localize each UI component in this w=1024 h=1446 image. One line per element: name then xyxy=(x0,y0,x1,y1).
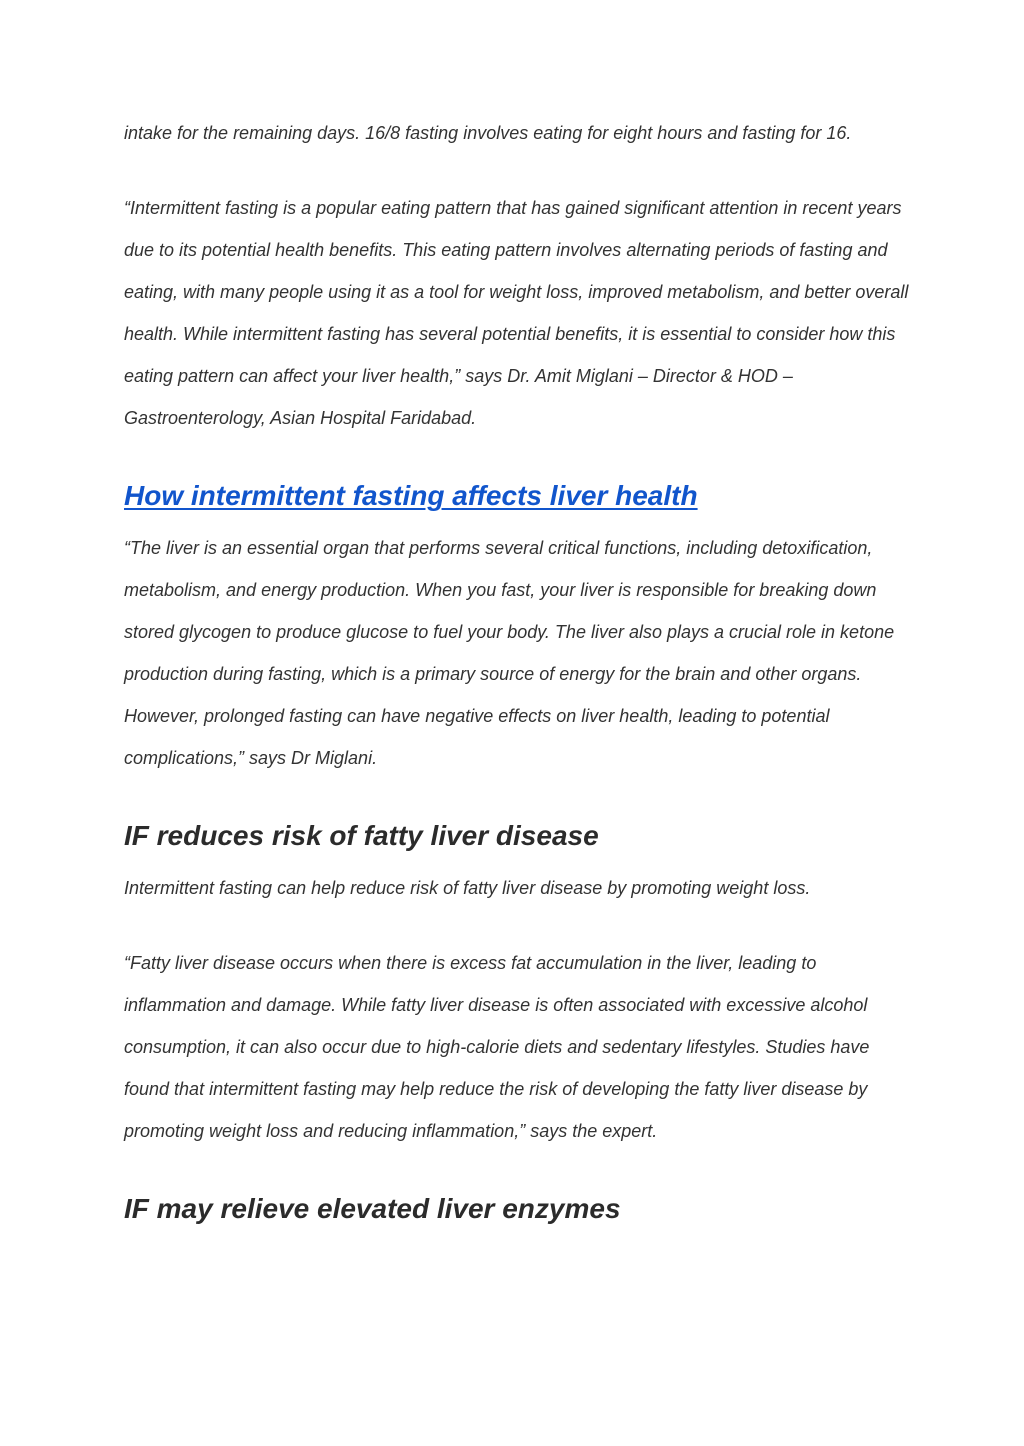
paragraph-liver-functions-quote: “The liver is an essential organ that performs several critical functions, including detoxification, metabolism, and energy production. When you fast, your liver is responsible for breaking down stored glycogen to produce glucose to fuel your body. The liver also plays a crucial role in ketone production during fasting, which is a primary source of energy for the brain and other organs. However, prolonged fasting can have negative effects on liver health, leading to potential complications,” says Dr Miglani. xyxy=(124,538,895,768)
paragraph-fasting-intake: intake for the remaining days. 16/8 fasting involves eating for eight hours and fasting for 16. xyxy=(124,123,852,143)
paragraph-intermittent-fasting-quote: “Intermittent fasting is a popular eating pattern that has gained significant attention in recent years due to its potential health benefits. This eating pattern involves alternating periods of fasting and eating, with many people using it as a tool for weight loss, improved metabolism, and better overall health. While intermittent fasting has several potential benefits, it is essential to consider how this eating pattern can affect your liver health,” says Dr. Amit Miglani – Director & HOD – Gastroenterology, Asian Hospital Faridabad. xyxy=(124,198,909,428)
heading-link-liver-health[interactable]: How intermittent fasting affects liver health xyxy=(124,480,698,511)
section-heading-liver-health xyxy=(124,476,914,516)
paragraph-fatty-liver-quote: “Fatty liver disease occurs when there is excess fat accumulation in the liver, leading to inflammation and damage. While fatty liver disease is often associated with excessive alcohol consumption, it can also occur due to high-calorie diets and sedentary lifestyles. Studies have found that intermittent fasting may help reduce the risk of developing the fatty liver disease by promoting weight loss and reducing inflammation,” says the expert. xyxy=(124,953,870,1141)
section-heading-liver-enzymes: IF may relieve elevated liver enzymes xyxy=(124,1193,621,1224)
section-heading-fatty-liver: IF reduces risk of fatty liver disease xyxy=(124,820,599,851)
document-body xyxy=(124,112,914,1229)
paragraph-fatty-liver-intro: Intermittent fasting can help reduce risk of fatty liver disease by promoting weight loss. xyxy=(124,878,811,898)
